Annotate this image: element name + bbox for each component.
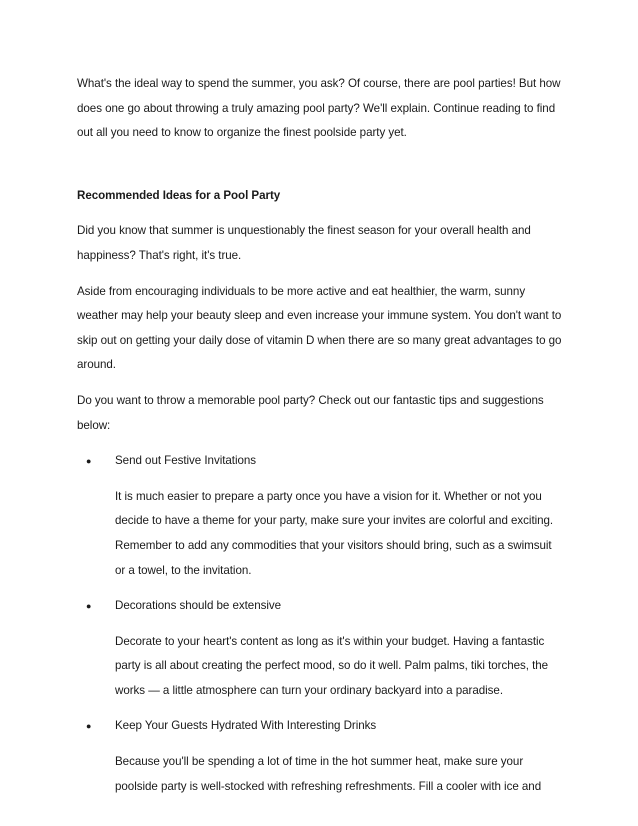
bullet-icon: ● <box>86 721 92 732</box>
bullet-icon: ● <box>86 601 92 612</box>
body-paragraph: Aside from encouraging individuals to be more active and eat healthier, the warm, sunny weather may help your beauty sleep and even increase your immune system. You don't want to skip out on getting your daily dose of vitamin D when there are so many great advantages to go around. <box>77 284 562 372</box>
body-paragraph: Do you want to throw a memorable pool party? Check out our fantastic tips and suggestions below: <box>77 393 544 432</box>
intro-paragraph: What's the ideal way to spend the summer, you ask? Of course, there are pool parties! But how does one go about throwing a truly amazing pool party? We'll explain. Continue reading to find out all you need to know to organize the finest poolside party yet. <box>77 77 561 140</box>
body-paragraph: Did you know that summer is unquestionably the finest season for your overall health and happiness? That's right, it's true. <box>77 224 531 262</box>
tip-item <box>77 714 563 799</box>
tip-title: Send out Festive Invitations <box>115 454 257 468</box>
bullet-icon: ● <box>86 456 92 467</box>
tip-item <box>77 449 563 583</box>
tip-item <box>77 594 563 703</box>
section-heading: Recommended Ideas for a Pool Party <box>77 188 281 202</box>
tip-body: Decorate to your heart's content as long as it's within your budget. Having a fantastic party is all about creating the perfect mood, so do it well. Palm palms, tiki torches, the works — a little atmosphere can turn your ordinary backyard into a paradise. <box>115 634 549 697</box>
tips-list <box>77 449 563 799</box>
document-page <box>77 72 563 810</box>
tip-body: Because you'll be spending a lot of time in the hot summer heat, make sure your poolside party is well-stocked with refreshing refreshments. Fill a cooler with ice and <box>115 755 542 793</box>
tip-title: Decorations should be extensive <box>115 599 282 613</box>
tip-title: Keep Your Guests Hydrated With Interesting Drinks <box>115 719 377 733</box>
tip-body: It is much easier to prepare a party once you have a vision for it. Whether or not you decide to have a theme for your party, make sure your invites are colorful and exciting. Remember to add any commodities that your visitors should bring, such as a swimsuit or a towel, to the invitation. <box>115 489 554 577</box>
